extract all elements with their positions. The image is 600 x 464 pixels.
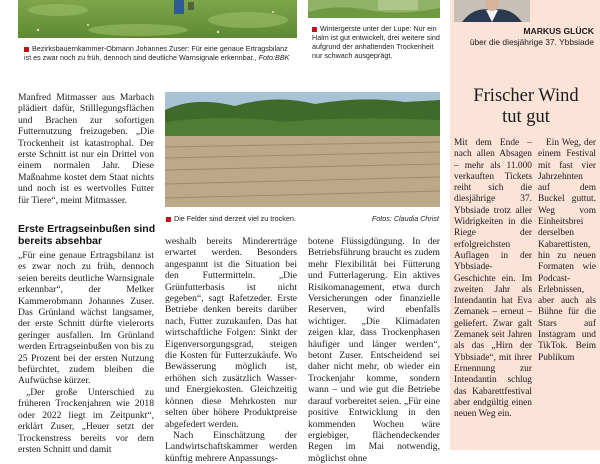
caption-credit: Fotos: Claudia Christ bbox=[371, 214, 439, 223]
article-col3-text: botene Flüssigdüngung. In der Betriebsführung braucht es zudem mehr Flexibilität bei Fütterung und Futterlagerung. Ein aktives Risikomanagement, etwa durch Versicherungen oder finanzielle Reserven, wird ebenfalls wichtiger. „Die Klimadaten zeigen klar, dass Trockenphasen häufiger und länger werden“, betont Zuser. Entscheidend sei daher nicht mehr, ob wieder ein Trockenjahr komme, sondern wann – und wie gut die Betriebe darauf vorbereitet seien. „Für eine positive Entwicklung in den kommenden Wochen wäre ergiebiger, flächendeckender Regen im Mai notwendig, möglichst ohne bbox=[308, 236, 440, 464]
commentary-text-2: Ein Weg, der einem Festival mit fast vier Jahrzehnten auf dem Buckel guttut. Weg vom Einheitsbrei derselben Kabarettisten, hin zu neuen Formaten wie Podcast-Erlebnissen, aber auch als Bühne für die Stars auf Instagram und TikTok. Beim Publikum bbox=[538, 138, 596, 363]
commentary-text-1: Mit dem Ende – nach allen Absagen – mehr als 11.000 verkauften Tickets reiht sich die diesjährige 37. Ybbsiade trotz aller Widrigkeiten in die Riege der erfolgreichsten Auflagen in der Ybbsiade-Geschichte ein. Im zweiten Jahr als Intendantin hat Eva Zemanek – erneut – geliefert. Zwar galt Zemanek seit Jahren als das „Hirn der Ybbsiade“, mit ihrer Ernennung zur Intendantin schlug das Kabarettfestival aber endgültig einen neuen Weg ein. bbox=[454, 138, 532, 420]
article-body-text: „Für eine genaue Ertragsbilanz ist es zwar noch zu früh, dennoch seien bereits deutliche Warnsignale erkennbar“, der Melker Kammerobmann Johannes Zuser. Das Grünland wächst langsamer, der erste Schnitt dürfte vielerorts geringer ausfallen. Im Grünland werden Ertragseinbußen von bis zu 25 Prozent bei der ersten Nutzung befürchtet, zudem bleiben die Aufwüchse kürzer. bbox=[18, 250, 154, 387]
article-body-text-2: „Der große Unterschied zu früheren Trockenjahren wie 2018 oder 2022 liegt im Zeitpunkt“, erklärt Zuser, „Heuer setzt der Trockenstress bereits vor dem ersten Schnitt und damit bbox=[18, 386, 154, 455]
article-column-2 bbox=[165, 236, 297, 464]
article-column-3 bbox=[308, 236, 440, 464]
caption-credit: Foto:BBK bbox=[258, 53, 290, 62]
commentary-box bbox=[450, 0, 600, 450]
author-photo bbox=[454, 0, 530, 22]
caption-text: Wintergerste unter der Lupe: Nur ein Halm ist gut entwickelt, drei weitere sind aufgrund der anhaltenden Trockenheit nur schwach ausgeprägt. bbox=[312, 24, 440, 60]
caption-zuser bbox=[24, 44, 294, 62]
caption-marker-icon bbox=[312, 27, 317, 32]
article-column-1-body bbox=[18, 250, 154, 455]
caption-text: Die Felder sind derzeit viel zu trocken. bbox=[174, 214, 296, 223]
photo-wintergerste bbox=[308, 0, 440, 18]
article-lead-text: Manfred Mitmasser aus Marbach plädiert dafür, Stilllegungsflächen und Brachen zur sofortigen Futternutzung freizugeben. „Die Trockenheit ist katastrophal. Der erste Schnitt ist nur ein Drittel von einem normalen Jahr. Diese Maßnahme kostet dem Staat nichts und noch ist es wertvolles Futter für Tiere“, meint Mitmasser. bbox=[18, 92, 154, 206]
caption-marker-icon bbox=[166, 217, 171, 222]
article-col2-text: weshalb bereits Mindererträge erwartet werden. Besonders angespannt ist die Situation bei den Futtermitteln. „Die Grünfutterbasis ist nicht gegeben“, sagt Rafetzeder. Erste Betriebe denken bereits darüber nach, Futter zuzukaufen. Das hat wirtschaftliche Folgen: Sinkt der Eigenversorgungsgrad, steigen die Kosten für Futterzukäufe. Wo Bewässerung möglich ist, erhöhen sich zusätzlich Wasser- und Energiekosten. Gleichzeitig können diese Mehrkosten nur selten über höhere Produktpreise abgefedert werden. bbox=[165, 236, 297, 430]
article-column-1-lead bbox=[18, 92, 154, 206]
article-subhead: Erste Ertragseinbußen sind bereits absehbar bbox=[18, 223, 156, 247]
commentary-column-1 bbox=[454, 138, 532, 420]
caption-text: Bezirksbauernkammer-Obmann Johannes Zuser: Für eine genaue Ertragsbilanz ist es zwar noch zu früh, dennoch sind deutliche Warnsignale erkennbar., bbox=[24, 44, 288, 62]
photo-field bbox=[165, 92, 440, 207]
author-name: MARKUS GLÜCK bbox=[523, 26, 594, 36]
caption-field bbox=[166, 214, 441, 223]
article-col2-text-2: Nach Einschätzung der Landwirtschaftskammer werden künftig mehrere Anpassungs- bbox=[165, 429, 297, 464]
caption-marker-icon bbox=[24, 47, 29, 52]
commentary-column-2 bbox=[538, 138, 596, 364]
photo-zuser bbox=[18, 0, 297, 38]
commentary-headline: Frischer Wind tut gut bbox=[473, 86, 579, 127]
caption-wintergerste bbox=[312, 24, 442, 60]
author-subtitle: über die diesjährige 37. Ybbsiade bbox=[469, 37, 594, 47]
